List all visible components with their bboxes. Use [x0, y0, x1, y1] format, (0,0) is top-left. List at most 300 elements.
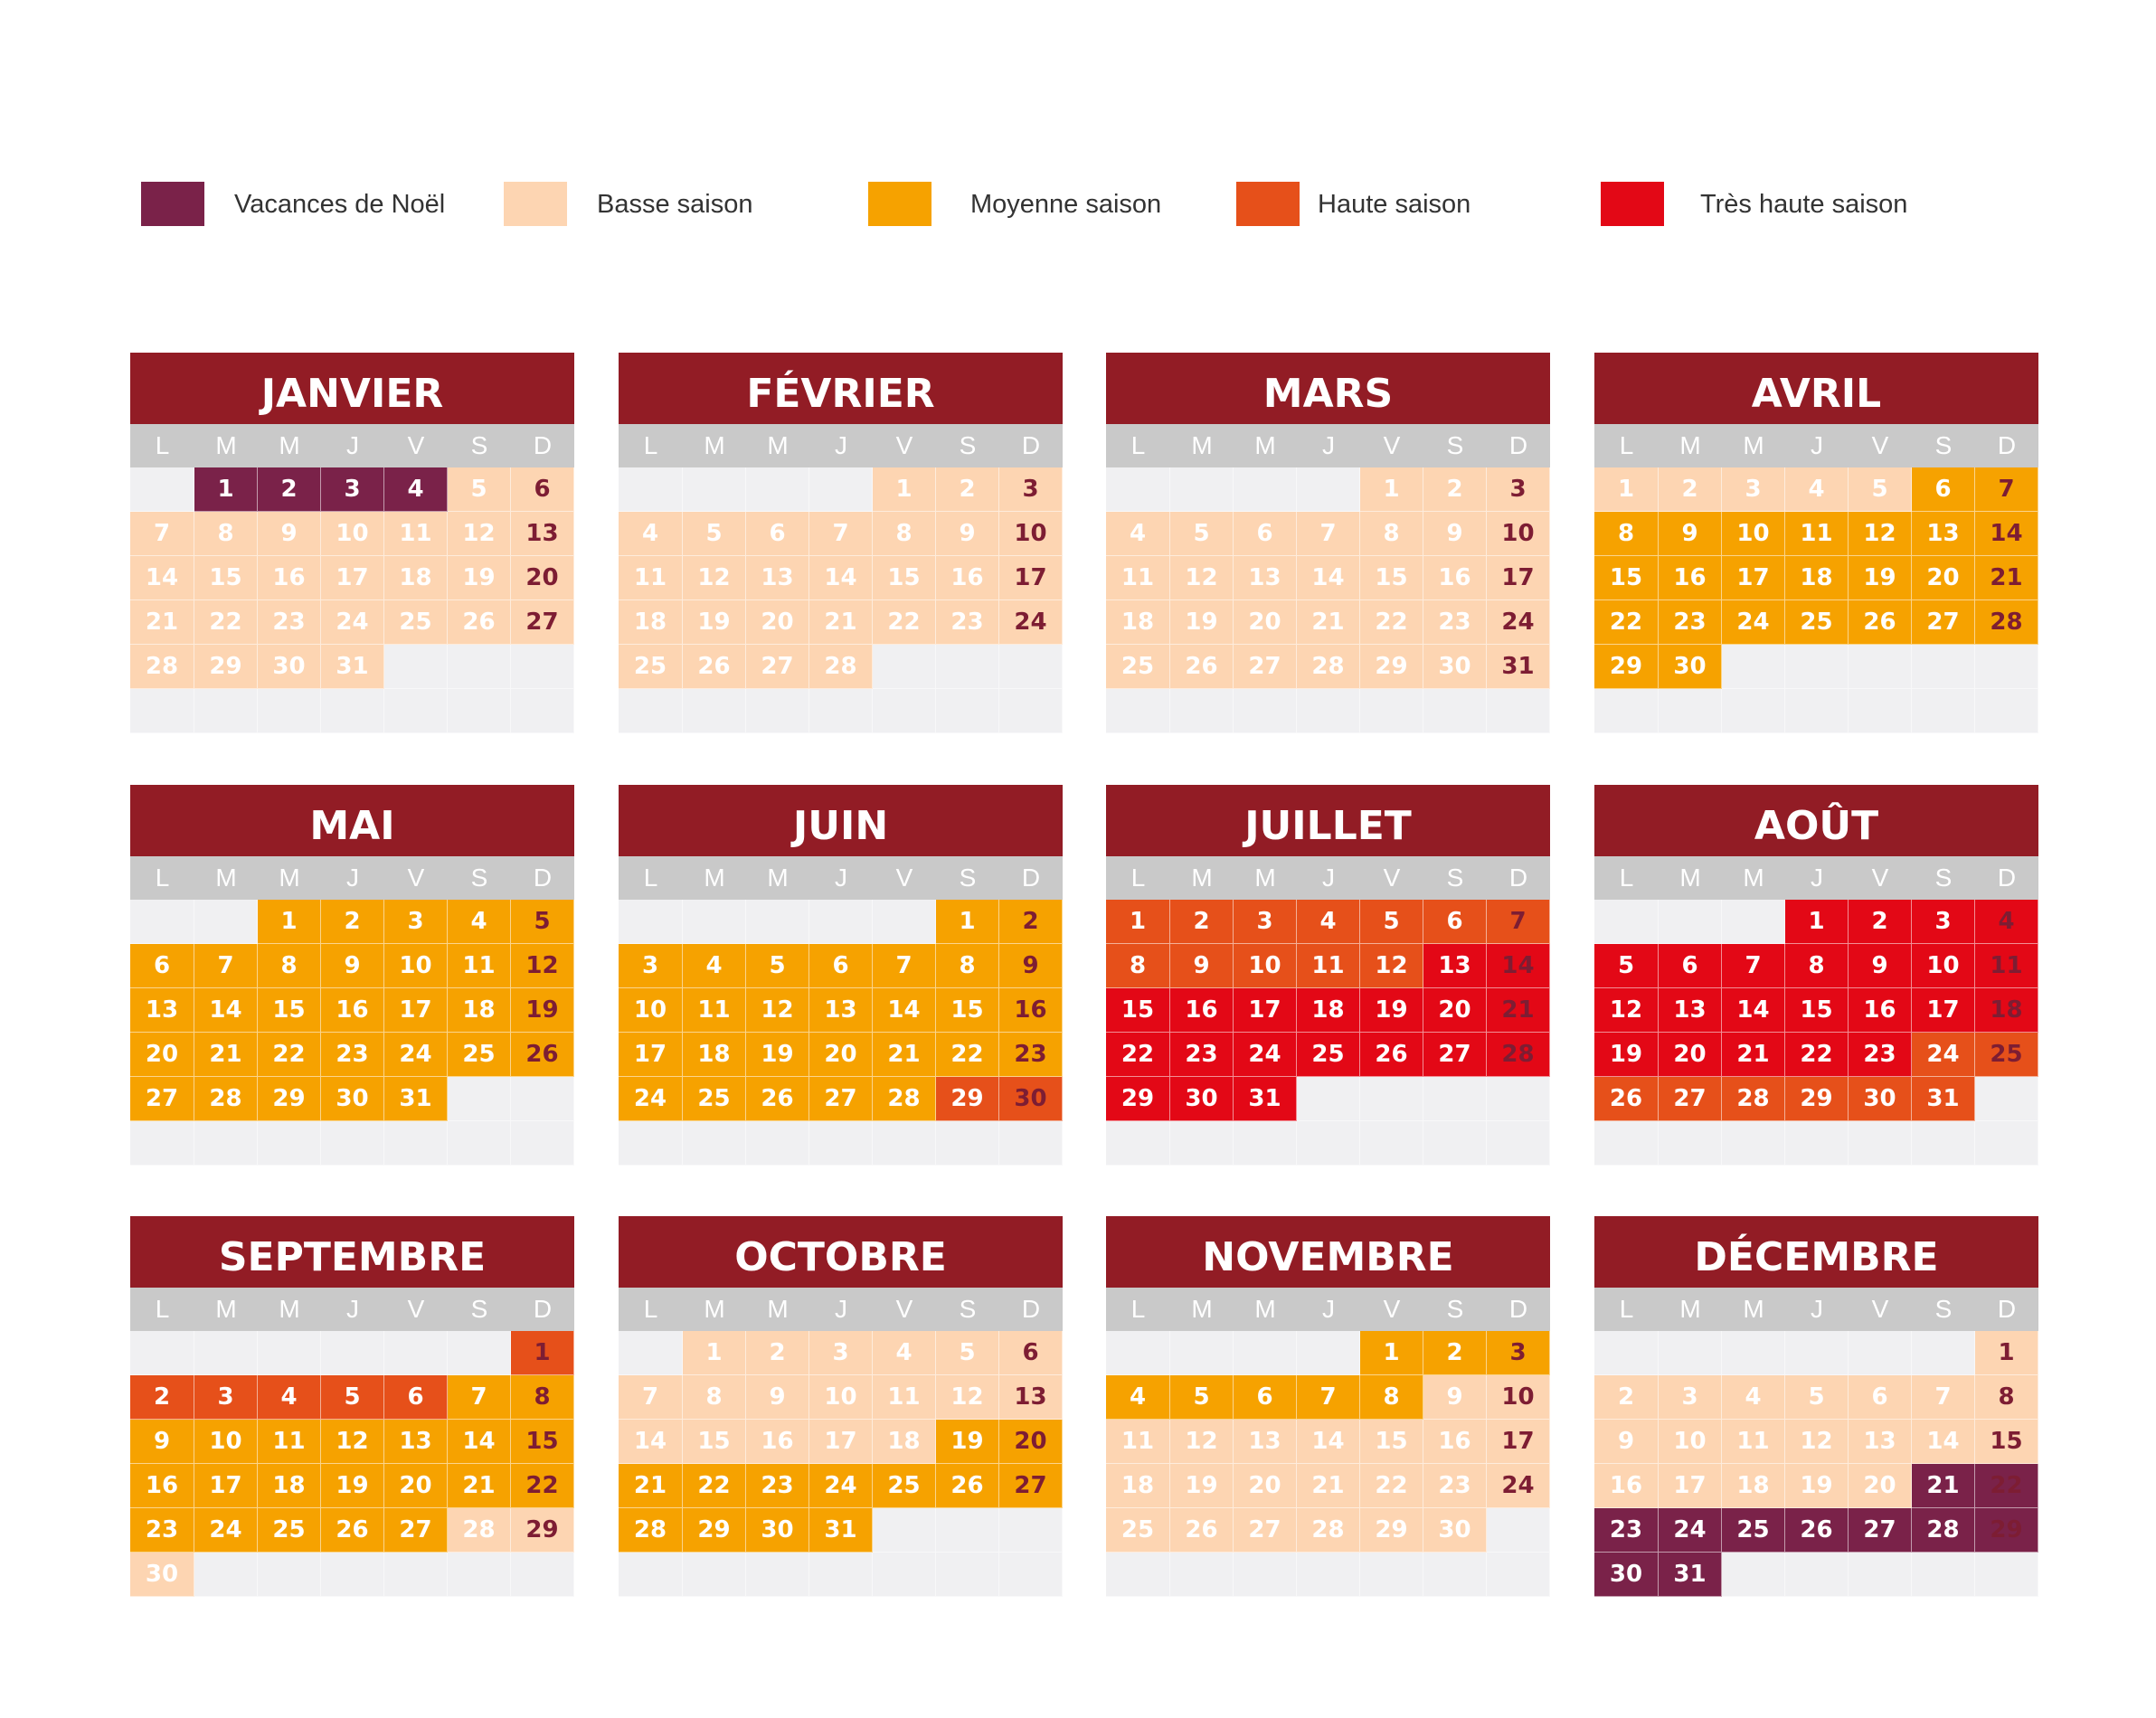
- day-cell: 26: [1170, 645, 1234, 689]
- day-cell: 23: [130, 1508, 194, 1553]
- day-cell: 17: [1722, 556, 1785, 600]
- day-cell: 1: [1975, 1331, 2038, 1375]
- day-cell: 7: [619, 1375, 683, 1420]
- day-cell: 17: [619, 1033, 683, 1077]
- day-cell: 24: [384, 1033, 448, 1077]
- day-cell: 23: [746, 1464, 809, 1508]
- empty-cell: [1487, 1508, 1550, 1553]
- empty-cell: [683, 689, 746, 733]
- empty-cell: [809, 689, 873, 733]
- day-cell: 12: [1785, 1420, 1849, 1464]
- day-cell: 16: [999, 988, 1063, 1033]
- day-cell: 20: [130, 1033, 194, 1077]
- day-cell: 9: [1594, 1420, 1659, 1464]
- weekday-header: [619, 1288, 1063, 1331]
- day-cell: 16: [130, 1464, 194, 1508]
- day-cell: 27: [130, 1077, 194, 1121]
- day-cell: 4: [384, 467, 448, 512]
- weekday-label: L: [1130, 864, 1146, 892]
- day-cell: 28: [448, 1508, 511, 1553]
- day-cell: 13: [1912, 512, 1975, 556]
- day-cell: 30: [1170, 1077, 1234, 1121]
- day-cell: 5: [1170, 512, 1234, 556]
- empty-cell: [1594, 1121, 1659, 1166]
- day-cell: 15: [1360, 1420, 1423, 1464]
- day-cell: 24: [999, 600, 1063, 645]
- day-cell: 6: [746, 512, 809, 556]
- day-cell: 29: [258, 1077, 321, 1121]
- day-cell: 29: [683, 1508, 746, 1553]
- empty-cell: [873, 900, 936, 944]
- weekday-label: M: [215, 431, 237, 459]
- day-cell: 1: [1360, 1331, 1423, 1375]
- day-cell: 29: [1785, 1077, 1849, 1121]
- day-cell: 5: [448, 467, 511, 512]
- empty-cell: [936, 1553, 999, 1597]
- day-cell: 23: [1849, 1033, 1912, 1077]
- day-cell: 12: [1849, 512, 1912, 556]
- month-3: [1106, 353, 1550, 733]
- day-cell: 12: [1594, 988, 1659, 1033]
- day-cell: 23: [1170, 1033, 1234, 1077]
- day-cell: 25: [1106, 645, 1170, 689]
- weekday-header: [1594, 856, 2038, 900]
- day-cell: 6: [1912, 467, 1975, 512]
- weekday-label: J: [835, 864, 847, 892]
- weekday-label: S: [1934, 864, 1953, 892]
- month-title: FÉVRIER: [619, 353, 1063, 424]
- day-grid: [619, 467, 1063, 733]
- weekday-label: S: [470, 1295, 488, 1323]
- weekday-header: [130, 1288, 574, 1331]
- empty-cell: [321, 689, 384, 733]
- empty-cell: [1912, 1121, 1975, 1166]
- day-cell: 21: [1297, 600, 1360, 645]
- day-cell: 25: [683, 1077, 746, 1121]
- empty-cell: [1360, 689, 1423, 733]
- day-cell: 31: [809, 1508, 873, 1553]
- day-cell: 25: [619, 645, 683, 689]
- day-cell: 25: [448, 1033, 511, 1077]
- day-cell: 26: [511, 1033, 574, 1077]
- empty-cell: [1487, 689, 1550, 733]
- empty-cell: [448, 1553, 511, 1597]
- weekday-label: M: [1679, 1295, 1701, 1323]
- weekday-label: L: [1619, 431, 1634, 459]
- weekday-label: M: [1679, 864, 1701, 892]
- day-cell: 28: [130, 645, 194, 689]
- day-cell: 1: [1360, 467, 1423, 512]
- weekday-label: L: [155, 1295, 170, 1323]
- empty-cell: [1594, 689, 1659, 733]
- day-cell: 22: [258, 1033, 321, 1077]
- day-cell: 12: [936, 1375, 999, 1420]
- day-cell: 12: [746, 988, 809, 1033]
- day-cell: 10: [321, 512, 384, 556]
- month-title: DÉCEMBRE: [1594, 1216, 2038, 1288]
- day-cell: 1: [683, 1331, 746, 1375]
- month-title: NOVEMBRE: [1106, 1216, 1550, 1288]
- day-cell: 16: [936, 556, 999, 600]
- day-cell: 4: [448, 900, 511, 944]
- day-cell: 7: [130, 512, 194, 556]
- empty-cell: [194, 1331, 258, 1375]
- day-cell: 23: [1659, 600, 1722, 645]
- empty-cell: [1234, 1331, 1297, 1375]
- day-cell: 5: [1849, 467, 1912, 512]
- day-cell: 21: [1912, 1464, 1975, 1508]
- weekday-label: J: [835, 431, 847, 459]
- day-cell: 23: [999, 1033, 1063, 1077]
- day-cell: 20: [809, 1033, 873, 1077]
- empty-cell: [1912, 1331, 1975, 1375]
- weekday-label: J: [835, 1295, 847, 1323]
- day-cell: 30: [321, 1077, 384, 1121]
- weekday-header: [1106, 424, 1550, 467]
- day-cell: 21: [1975, 556, 2038, 600]
- empty-cell: [809, 1121, 873, 1166]
- legend-swatch: [1236, 182, 1300, 226]
- empty-cell: [619, 689, 683, 733]
- weekday-label: S: [470, 431, 488, 459]
- day-cell: 13: [1849, 1420, 1912, 1464]
- empty-cell: [1849, 645, 1912, 689]
- empty-cell: [873, 645, 936, 689]
- day-cell: 23: [1423, 1464, 1487, 1508]
- day-cell: 22: [1106, 1033, 1170, 1077]
- day-cell: 1: [1594, 467, 1659, 512]
- day-cell: 16: [1423, 556, 1487, 600]
- weekday-label: M: [1191, 1295, 1213, 1323]
- empty-cell: [448, 645, 511, 689]
- day-cell: 2: [999, 900, 1063, 944]
- weekday-label: V: [895, 1295, 913, 1323]
- month-11: [1106, 1216, 1550, 1597]
- day-cell: 15: [258, 988, 321, 1033]
- weekday-header: [130, 856, 574, 900]
- day-cell: 11: [1975, 944, 2038, 988]
- empty-cell: [1170, 689, 1234, 733]
- day-cell: 10: [999, 512, 1063, 556]
- day-cell: 15: [1975, 1420, 2038, 1464]
- day-cell: 12: [1360, 944, 1423, 988]
- month-title: OCTOBRE: [619, 1216, 1063, 1288]
- day-cell: 15: [873, 556, 936, 600]
- legend-swatch: [141, 182, 204, 226]
- weekday-label: M: [704, 431, 725, 459]
- month-title: MARS: [1106, 353, 1550, 424]
- day-cell: 7: [809, 512, 873, 556]
- month-9: [130, 1216, 574, 1597]
- empty-cell: [1423, 1121, 1487, 1166]
- day-cell: 30: [258, 645, 321, 689]
- day-cell: 5: [936, 1331, 999, 1375]
- legend-swatch: [504, 182, 567, 226]
- day-cell: 1: [194, 467, 258, 512]
- day-cell: 13: [384, 1420, 448, 1464]
- empty-cell: [1297, 1077, 1360, 1121]
- day-cell: 15: [1360, 556, 1423, 600]
- day-cell: 20: [1234, 1464, 1297, 1508]
- day-cell: 9: [936, 512, 999, 556]
- weekday-label: J: [1811, 431, 1823, 459]
- day-cell: 19: [1849, 556, 1912, 600]
- day-cell: 5: [1594, 944, 1659, 988]
- day-cell: 26: [936, 1464, 999, 1508]
- legend-label: Vacances de Noël: [234, 190, 446, 219]
- empty-cell: [511, 1553, 574, 1597]
- empty-cell: [1785, 1553, 1849, 1597]
- day-cell: 12: [448, 512, 511, 556]
- weekday-label: D: [533, 1295, 553, 1323]
- day-cell: 26: [1360, 1033, 1423, 1077]
- weekday-label: M: [279, 1295, 300, 1323]
- day-cell: 9: [1423, 512, 1487, 556]
- day-cell: 3: [1487, 467, 1550, 512]
- day-cell: 8: [1785, 944, 1849, 988]
- empty-cell: [999, 1121, 1063, 1166]
- weekday-label: S: [959, 1295, 977, 1323]
- day-cell: 29: [511, 1508, 574, 1553]
- day-cell: 10: [809, 1375, 873, 1420]
- empty-cell: [1487, 1553, 1550, 1597]
- day-cell: 20: [1659, 1033, 1722, 1077]
- day-cell: 28: [873, 1077, 936, 1121]
- day-cell: 18: [258, 1464, 321, 1508]
- day-cell: 24: [321, 600, 384, 645]
- weekday-label: J: [1322, 431, 1335, 459]
- day-cell: 26: [1849, 600, 1912, 645]
- weekday-label: L: [1130, 1295, 1146, 1323]
- weekday-label: D: [1021, 431, 1041, 459]
- weekday-label: D: [533, 864, 553, 892]
- day-cell: 30: [999, 1077, 1063, 1121]
- day-cell: 14: [130, 556, 194, 600]
- empty-cell: [448, 1121, 511, 1166]
- day-cell: 9: [999, 944, 1063, 988]
- weekday-label: M: [1743, 1295, 1764, 1323]
- empty-cell: [873, 1553, 936, 1597]
- empty-cell: [1234, 467, 1297, 512]
- weekday-label: L: [1130, 431, 1146, 459]
- empty-cell: [1659, 1331, 1722, 1375]
- weekday-label: M: [1743, 864, 1764, 892]
- day-cell: 2: [321, 900, 384, 944]
- day-cell: 27: [384, 1508, 448, 1553]
- day-cell: 14: [809, 556, 873, 600]
- day-cell: 21: [130, 600, 194, 645]
- weekday-label: M: [704, 864, 725, 892]
- empty-cell: [1659, 689, 1722, 733]
- empty-cell: [1297, 689, 1360, 733]
- empty-cell: [873, 1121, 936, 1166]
- day-cell: 22: [511, 1464, 574, 1508]
- empty-cell: [936, 689, 999, 733]
- day-cell: 13: [1659, 988, 1722, 1033]
- day-cell: 11: [619, 556, 683, 600]
- empty-cell: [999, 1508, 1063, 1553]
- day-cell: 8: [258, 944, 321, 988]
- empty-cell: [746, 1121, 809, 1166]
- day-cell: 28: [1722, 1077, 1785, 1121]
- day-cell: 6: [511, 467, 574, 512]
- day-cell: 7: [194, 944, 258, 988]
- month-title: JUILLET: [1106, 785, 1550, 856]
- month-title: JANVIER: [130, 353, 574, 424]
- day-cell: 15: [1594, 556, 1659, 600]
- day-cell: 9: [321, 944, 384, 988]
- empty-cell: [936, 1121, 999, 1166]
- empty-cell: [258, 1331, 321, 1375]
- day-cell: 24: [1659, 1508, 1722, 1553]
- empty-cell: [1722, 645, 1785, 689]
- day-cell: 4: [1722, 1375, 1785, 1420]
- day-cell: 20: [384, 1464, 448, 1508]
- legend-label: Haute saison: [1318, 190, 1471, 219]
- weekday-header: [1594, 1288, 2038, 1331]
- day-cell: 10: [619, 988, 683, 1033]
- weekday-label: J: [346, 1295, 359, 1323]
- day-cell: 6: [1423, 900, 1487, 944]
- day-cell: 11: [1106, 556, 1170, 600]
- day-cell: 8: [1975, 1375, 2038, 1420]
- day-cell: 20: [746, 600, 809, 645]
- day-cell: 10: [194, 1420, 258, 1464]
- weekday-label: L: [643, 864, 658, 892]
- day-cell: 16: [1423, 1420, 1487, 1464]
- day-cell: 26: [1594, 1077, 1659, 1121]
- weekday-label: V: [407, 431, 425, 459]
- day-cell: 15: [1106, 988, 1170, 1033]
- day-cell: 14: [1297, 556, 1360, 600]
- day-cell: 26: [448, 600, 511, 645]
- weekday-label: V: [1871, 1295, 1889, 1323]
- weekday-label: J: [1322, 1295, 1335, 1323]
- weekday-label: V: [1383, 864, 1401, 892]
- day-cell: 30: [130, 1553, 194, 1597]
- day-cell: 27: [809, 1077, 873, 1121]
- month-8: [1594, 785, 2038, 1166]
- day-cell: 3: [321, 467, 384, 512]
- month-title: AOÛT: [1594, 785, 2038, 856]
- day-cell: 21: [1297, 1464, 1360, 1508]
- day-cell: 29: [194, 645, 258, 689]
- day-cell: 18: [1785, 556, 1849, 600]
- empty-cell: [873, 689, 936, 733]
- day-cell: 17: [321, 556, 384, 600]
- empty-cell: [1912, 1553, 1975, 1597]
- day-cell: 29: [1975, 1508, 2038, 1553]
- day-cell: 22: [1360, 600, 1423, 645]
- day-cell: 26: [1170, 1508, 1234, 1553]
- day-cell: 3: [1912, 900, 1975, 944]
- day-cell: 16: [1594, 1464, 1659, 1508]
- empty-cell: [683, 1553, 746, 1597]
- weekday-label: S: [959, 431, 977, 459]
- day-cell: 25: [1975, 1033, 2038, 1077]
- weekday-label: J: [1322, 864, 1335, 892]
- empty-cell: [1975, 645, 2038, 689]
- month-10: [619, 1216, 1063, 1597]
- day-cell: 15: [194, 556, 258, 600]
- day-cell: 25: [1785, 600, 1849, 645]
- day-cell: 28: [1912, 1508, 1975, 1553]
- day-cell: 19: [1594, 1033, 1659, 1077]
- weekday-label: M: [279, 864, 300, 892]
- day-cell: 11: [683, 988, 746, 1033]
- day-cell: 10: [1234, 944, 1297, 988]
- day-cell: 17: [1912, 988, 1975, 1033]
- day-cell: 24: [1722, 600, 1785, 645]
- day-cell: 21: [1722, 1033, 1785, 1077]
- day-cell: 18: [1297, 988, 1360, 1033]
- day-cell: 2: [1659, 467, 1722, 512]
- day-cell: 6: [809, 944, 873, 988]
- weekday-label: M: [215, 1295, 237, 1323]
- day-cell: 14: [873, 988, 936, 1033]
- day-cell: 25: [873, 1464, 936, 1508]
- empty-cell: [1722, 689, 1785, 733]
- empty-cell: [384, 689, 448, 733]
- empty-cell: [130, 467, 194, 512]
- day-cell: 17: [384, 988, 448, 1033]
- day-cell: 4: [258, 1375, 321, 1420]
- empty-cell: [999, 645, 1063, 689]
- weekday-label: V: [407, 864, 425, 892]
- empty-cell: [448, 689, 511, 733]
- day-cell: 18: [1106, 1464, 1170, 1508]
- day-cell: 28: [1297, 645, 1360, 689]
- empty-cell: [999, 1553, 1063, 1597]
- weekday-label: D: [1021, 864, 1041, 892]
- weekday-label: M: [704, 1295, 725, 1323]
- day-cell: 8: [511, 1375, 574, 1420]
- day-cell: 30: [1594, 1553, 1659, 1597]
- empty-cell: [1234, 689, 1297, 733]
- empty-cell: [1722, 1121, 1785, 1166]
- empty-cell: [809, 900, 873, 944]
- day-cell: 2: [1170, 900, 1234, 944]
- month-7: [1106, 785, 1550, 1166]
- day-cell: 8: [1106, 944, 1170, 988]
- day-cell: 12: [1170, 1420, 1234, 1464]
- day-grid: [130, 467, 574, 733]
- weekday-label: L: [155, 864, 170, 892]
- weekday-header: [1106, 1288, 1550, 1331]
- empty-cell: [873, 1508, 936, 1553]
- month-6: [619, 785, 1063, 1166]
- day-cell: 8: [873, 512, 936, 556]
- day-cell: 29: [1360, 645, 1423, 689]
- empty-cell: [130, 900, 194, 944]
- day-cell: 13: [511, 512, 574, 556]
- day-cell: 18: [384, 556, 448, 600]
- weekday-label: M: [1679, 431, 1701, 459]
- weekday-label: M: [767, 864, 789, 892]
- empty-cell: [1360, 1077, 1423, 1121]
- empty-cell: [1170, 467, 1234, 512]
- day-cell: 14: [1487, 944, 1550, 988]
- day-grid: [130, 1331, 574, 1597]
- day-cell: 16: [1170, 988, 1234, 1033]
- day-cell: 2: [1423, 467, 1487, 512]
- day-cell: 7: [448, 1375, 511, 1420]
- day-grid: [1594, 1331, 2038, 1597]
- empty-cell: [1594, 900, 1659, 944]
- day-cell: 1: [511, 1331, 574, 1375]
- day-cell: 28: [619, 1508, 683, 1553]
- day-cell: 10: [384, 944, 448, 988]
